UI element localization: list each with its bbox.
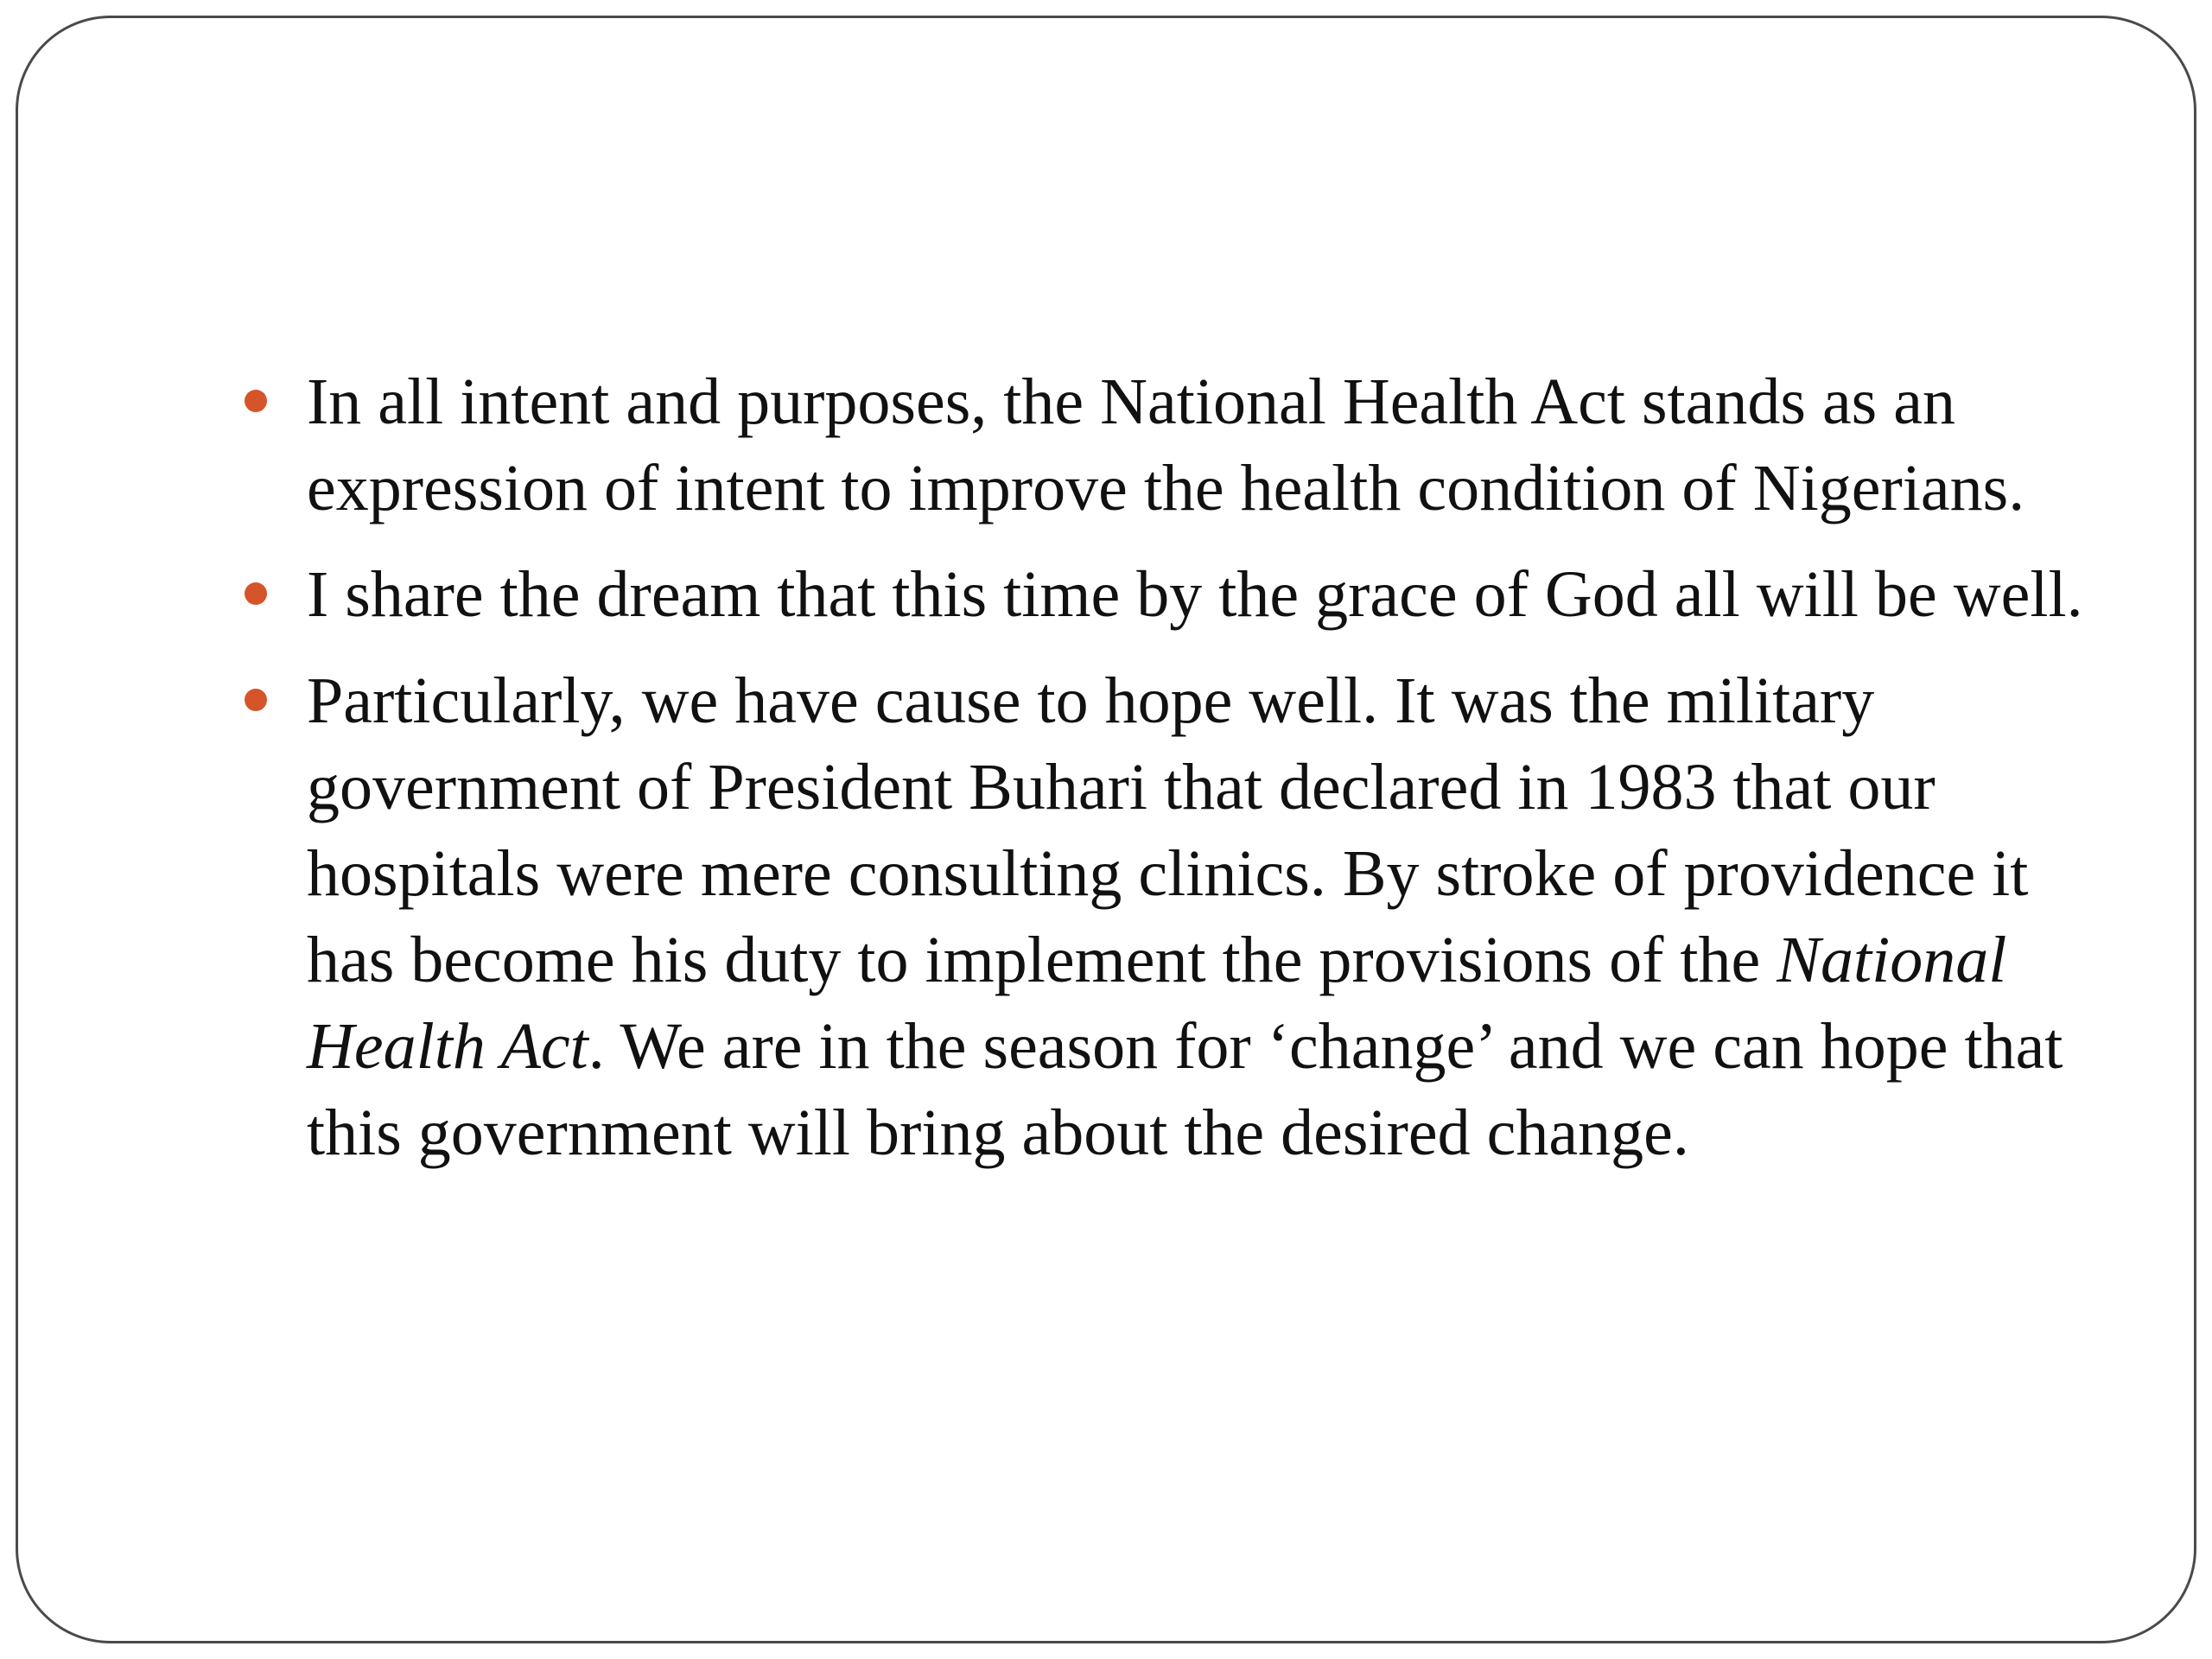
bullet-item <box>307 359 2087 531</box>
bullet-text: In all intent and purposes, the National Health Act stands as an expression of intent to improve the health condition of Nigerians. <box>307 365 2025 524</box>
bullet-item <box>307 551 2087 638</box>
bullet-text <box>307 664 2063 1169</box>
bullet-dot-icon <box>245 689 267 711</box>
bullet-dot-icon <box>245 390 267 412</box>
bullet-list <box>307 359 2087 1196</box>
bullet-text-part: . We are in the season for ‘change’ and we can hope that this government will bring about the desired change. <box>307 1010 2063 1169</box>
bullet-text-part: Particularly, we have cause to hope well. It was the military government of President Buhari that declared in 1983 that our hospitals were mere consulting clinics. By stroke of providence it has become his duty to implement the provisions of the <box>307 664 2029 996</box>
bullet-item <box>307 658 2087 1176</box>
act-title-italic: National Health Act <box>307 924 2007 1083</box>
bullet-dot-icon <box>245 582 267 605</box>
bullet-text: I share the dream that this time by the grace of God all will be well. <box>307 558 2083 631</box>
